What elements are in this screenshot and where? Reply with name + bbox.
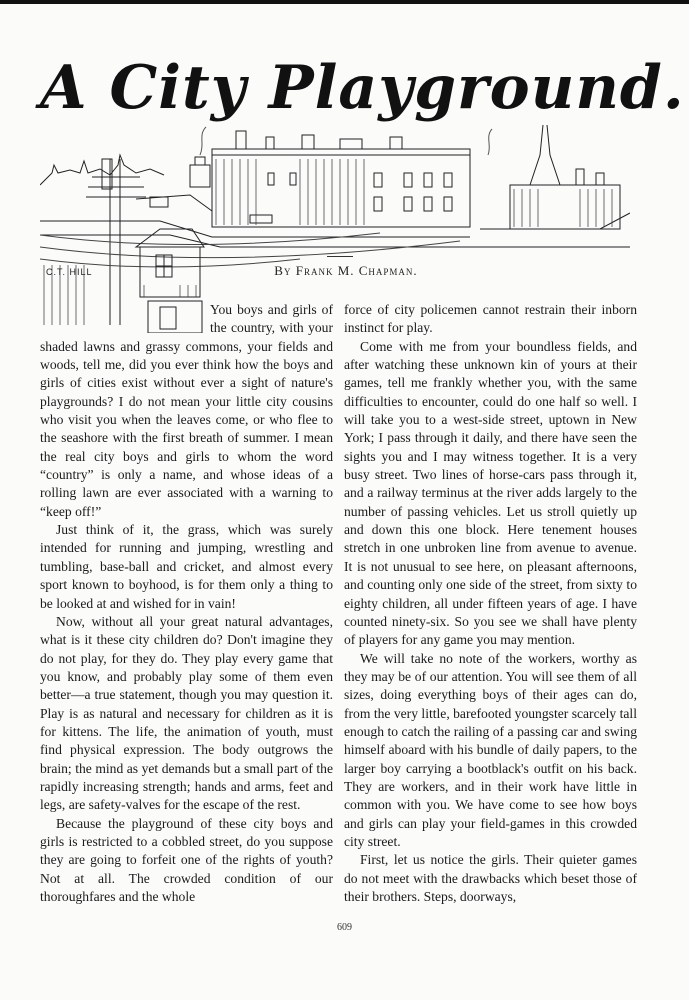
byline-rule — [327, 256, 353, 257]
scan-top-edge — [0, 0, 689, 4]
page-number: 609 — [337, 922, 352, 933]
paragraph: First, let us notice the girls. Their quieter games do not meet with the drawbacks which beset those of their brothers. Steps, doorways, — [344, 852, 637, 904]
left-column — [40, 301, 333, 906]
paragraph-continued: force of city policemen cannot restrain their inborn instinct for play. — [344, 302, 637, 336]
paragraph: Come with me from your boundless fields, and after watching these unknown kin of yours at their games, tell me frankly whether you, with the same difficulties to encounter, could do one half so well. I will take you to a west-side street, uptown in New York; I pass through it daily, and there have seen the sights you and I may witness together. It is a very busy street. Two lines of horse-cars pass through it, and a railway terminus at the river adds largely to the number of passing vehicles. Let us stroll quietly up and down this one block. Here tenement houses stretch in one unbroken line from avenue to avenue. It is not unusual to see here, on pleasant afternoons, and counting only one side of the street, from sixty to eighty children, all under fifteen years of age. I have counted ninety-six. So you see we shall have plenty of players for any game you may mention. — [344, 338, 637, 648]
article-title: A City Playground. — [40, 53, 685, 123]
illustrator-signature: C.T. HILL — [46, 267, 93, 277]
byline: By Frank M. Chapman. — [274, 263, 418, 278]
paragraph: Now, without all your great natural advantages, what is it these city children do? Don't imagine they do not play, for they do. They play every game that you know, and probably play some of them even better—a true statement, though you may question it. Play is as natural and necessary for children as it is for kittens. The life, the animation of youth, must find physical expression. The body outgrows the brain; the mind as yet demands but a small part of the rapidly increasing strength; hands and arms, feet and legs, are safety-valves for the escape of the rest. — [40, 613, 333, 813]
paragraph: Just think of it, the grass, which was surely intended for running and jumping, wrestling and tumbling, base-ball and cricket, and almost every sport known to boyhood, is for them only a thing to be looked at and wished for in vain! — [40, 522, 333, 611]
right-column — [344, 301, 637, 906]
illustration-wrap-space — [40, 301, 210, 337]
paragraph: Because the playground of these city boys and girls is restricted to a cobbled street, do you suppose they are going to forfeit one of the rights of youth? Not at all. The crowded condition of our thoroughfares and the whole — [40, 815, 333, 904]
paragraph-intro: You boys and girls of the country, with your shaded lawns and grassy commons, your fields and woods, tell me, did you ever think how the boys and girls of cities exist without ever a sight of nature's playgrounds? I do not mean your little city cousins who visit you when the leaves come, or who flee to the seashore with the first breath of summer. I mean the real city boys and girls to whom the word “country” is only a name, and whose ideas of a rolling lawn are ever associated with a warning to “keep off!” — [40, 302, 333, 519]
paragraph: We will take no note of the workers, worthy as they may be of our attention. You will see them of all sizes, doing everything boys of their ages can do, from the very little, barefooted youngster scarcely tall enough to catch the railing of a passing car and swing himself aboard with his bundle of daily papers, to the larger boy carrying a bootblack's outfit on his back. They are workers, and in their work have little in common with you. We have come to see how boys and girls can play your field-games in this crowded city street. — [344, 650, 637, 849]
